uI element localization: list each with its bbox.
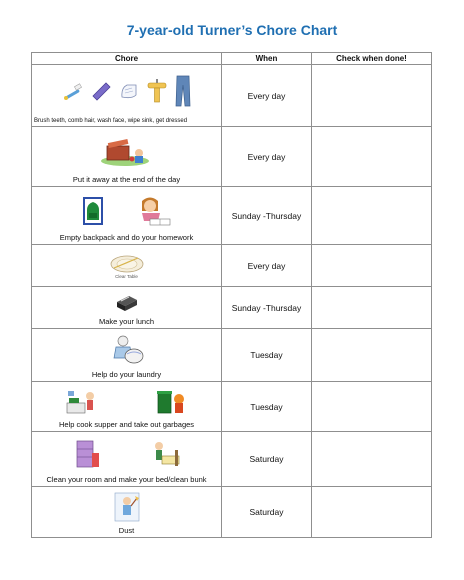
dresser-icon [74, 439, 100, 469]
header-check: Check when done! [312, 53, 432, 65]
chore-cell [32, 127, 222, 187]
header-row [32, 53, 432, 65]
chore-label: Dust [118, 526, 135, 535]
when-cell: Every day [222, 65, 312, 127]
chore-label: Brush teeth, comb hair, wash face, wipe sink, get dressed [34, 118, 188, 124]
chore-cell [32, 245, 222, 287]
chore-label: Make your lunch [98, 317, 155, 326]
chore-label: Help do your laundry [91, 370, 162, 379]
check-cell[interactable] [312, 245, 432, 287]
chore-cell [32, 65, 222, 127]
when-cell: Tuesday [222, 382, 312, 432]
chore-label: Put it away at the end of the day [72, 175, 181, 184]
table-row [32, 187, 432, 245]
laundry-basket-icon [110, 334, 144, 366]
dusting-icon [114, 492, 140, 522]
check-cell[interactable] [312, 432, 432, 487]
chore-label: Clean your room and make your bed/clean bunk [46, 475, 207, 484]
chore-label: Empty backpack and do your homework [59, 233, 194, 242]
lunch-box-icon [115, 294, 139, 312]
cooking-kitchen-icon [66, 389, 98, 415]
when-cell: Tuesday [222, 329, 312, 382]
when-cell: Saturday [222, 432, 312, 487]
chore-label: Help cook supper and take out garbages [58, 420, 195, 429]
chore-cell [32, 187, 222, 245]
table-row [32, 432, 432, 487]
table-row [32, 287, 432, 329]
toy-box-icon [99, 137, 155, 167]
when-cell: Sunday -Thursday [222, 187, 312, 245]
check-cell[interactable] [312, 187, 432, 245]
check-cell[interactable] [312, 65, 432, 127]
check-cell[interactable] [312, 487, 432, 538]
garbage-bin-icon [156, 389, 188, 415]
header-chore: Chore [32, 53, 222, 65]
chore-cell [32, 287, 222, 329]
table-row [32, 382, 432, 432]
make-bed-icon [150, 440, 180, 468]
check-cell[interactable] [312, 127, 432, 187]
when-cell: Every day [222, 127, 312, 187]
toothbrush-icon [62, 80, 84, 102]
check-cell[interactable] [312, 329, 432, 382]
clear-table-caption: Clear Table [115, 274, 138, 279]
homework-girl-icon [136, 195, 172, 227]
chore-cell [32, 432, 222, 487]
when-cell: Every day [222, 245, 312, 287]
jeans-icon [174, 75, 192, 107]
comb-icon [90, 80, 112, 102]
when-cell: Sunday -Thursday [222, 287, 312, 329]
chore-cell [32, 487, 222, 538]
chore-cell [32, 382, 222, 432]
header-when: When [222, 53, 312, 65]
chore-cell [32, 329, 222, 382]
table-row [32, 127, 432, 187]
plate-icon [110, 254, 144, 274]
when-cell: Saturday [222, 487, 312, 538]
chart-title: 7-year-old Turner’s Chore Chart [126, 22, 338, 38]
table-row [32, 329, 432, 382]
washcloth-icon [118, 80, 140, 102]
sink-icon [146, 78, 168, 104]
table-row [32, 487, 432, 538]
chore-table [31, 52, 432, 538]
table-row [32, 65, 432, 127]
table-row [32, 245, 432, 287]
check-cell[interactable] [312, 382, 432, 432]
backpack-icon [82, 196, 104, 226]
check-cell[interactable] [312, 287, 432, 329]
